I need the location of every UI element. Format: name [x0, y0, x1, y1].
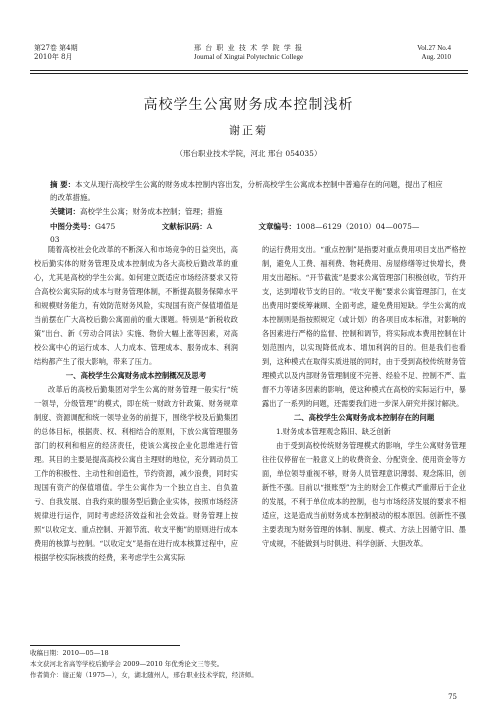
article-title: 高校学生公寓财务成本控制浅析 — [143, 97, 354, 113]
subsection-heading: 1.财务成本管理观念陈旧、缺乏创新 — [276, 427, 391, 436]
author-affiliation: （邢台职业技术学院，河北 邢台 054035） — [175, 149, 322, 158]
abstract-text: 本文从现行高校学生公寓的财务成本控制内容出发，分析高校学生公寓成本控制中普遍存在的问题，提出了相应的改革措施。 — [50, 180, 443, 202]
body-column-right — [262, 243, 466, 551]
keywords-text: 高校学生公寓；财务成本控制；管理；措施 — [80, 207, 223, 216]
date-en: Aug. 2010 — [421, 53, 451, 61]
issue-date: 2010年 8月 — [34, 53, 73, 61]
clc-label: 中图分类号： — [50, 222, 95, 231]
paragraph: 随着高校社会化改革的不断深入和市场竞争的日益突出，高校后勤实体的财务管理及成本控制成为各大高校后勤改革的重心，尤其是高校的学生公寓。如何建立既适应市场经济要求又符合高校公寓实际的成本与财务管理体制，不断提高服务保障水平和规模财务能力，有效防范财务风险，实现国有资产保值增值是当前摆在广大高校后勤公寓面前的重大课题。特别是“新税收政策”出台、新《劳动合同法》实施、物价大幅上涨等因素，对高校公寓中心的运行成本、人力成本、管理成本、服务成本、利润结构都产生了很大影响，带来了压力。 — [34, 245, 238, 366]
volume: 第27卷 第4期 — [34, 44, 78, 52]
section-heading: 一、高校学生公寓财务成本控制概况及思考 — [65, 371, 207, 380]
keywords — [50, 205, 450, 218]
header-rule-thin — [30, 73, 468, 74]
received-date: 收稿日期：2010—05—18 — [30, 649, 109, 657]
body-column-left — [34, 243, 238, 565]
keywords-label: 关键词： — [50, 207, 80, 216]
volume-en: Vol.27 No.4 — [417, 44, 451, 52]
clc-value: G475 — [95, 222, 116, 231]
abstract — [50, 178, 450, 204]
paragraph: 的运行费用支出。“重点控制”是指要对重点费用项目支出严格控制，避免人工费、福利费、物耗费用、房屋修缮等过快增长，费用支出超标。“开节截流”是要求公寓管理部门积极创收，节约开支，达到增收节支的目的。“收支平衡”要求公寓管理部门，在支出费用时要统筹兼顾、全面考虑，避免费用短缺。学生公寓的成本控制则是指按照规定（或计划）的各项目成本标准，对影响的各因素进行严格的监督、控制和调节，将实际成本费用控制在计划范围内，以实现降低成本、增加利润的目的。但是我们也看到，这种模式在取得实质进展的同时，由于受到高校传统财务管理模式以及内部财务管理制度不完善、经验不足、控制不严、监督不力等诸多因素的影响，使这种模式在高校的实际运行中，暴露出了一系列的问题，还需要我们进一步深入研究并探讨解决。 — [262, 245, 466, 408]
journal-name-cn: 邢 台 职 业 技 术 学 院 学 报 — [193, 44, 304, 52]
header-rule — [30, 70, 468, 71]
paragraph: 改革后的高校后勤集团对学生公寓的财务管理一般实行“统一领导，分级管理”的模式，即在统一财政方针政策、财务规章制度、资源调配和统一领导业务的前提下，围绕学校及后勤集团的总体目标，根据责、权、利相结合的原则，下放公寓管理服务部门的权利和相应的经济责任，使该公寓按企业化思维进行管理。其目的主要是提高高校公寓自主理财的地位，充分调动员工工作的积极性、主动性和创造性，节约资源，减少浪费，同时实现国有资产的保值增值。学生公寓作为一个独立自主、自负盈亏、自我发展、自我约束的服务型后勤企业实体，按照市场经济规律进行运作，同时考虑经济效益和社会效益。财务管理上按照“以收定支、重点控制、开源节流、收支平衡”的原则进行成本费用的核算与控制。“以收定支”是指在进行成本核算过程中，应根据学校实际核拨的经费，来考虑学生公寓实际 — [34, 385, 238, 562]
doc-code-label: 文献标识码： — [161, 222, 207, 231]
article-no-value: 1008—6129（2010）04—0075—03 — [50, 222, 420, 244]
abstract-label: 摘 要： — [50, 180, 76, 189]
footnote-rule — [30, 645, 180, 646]
journal-volume-en — [417, 44, 451, 62]
doc-code-field — [162, 222, 234, 231]
fund-note: 本文获河北省高等学校后勤学会 2009—2010 年优秀论文三等奖。 — [30, 660, 224, 668]
author-bio: 作者简介：谢正菊（1975—），女，湖北随州人，邢台职业技术学院，经济师。 — [30, 671, 258, 679]
section-heading: 二、高校学生公寓财务成本控制存在的问题 — [293, 413, 435, 422]
page-number: 75 — [448, 693, 457, 701]
doc-code-value: A — [206, 222, 213, 231]
article-no-label: 文章编号： — [258, 222, 297, 231]
clc-field — [50, 222, 137, 231]
journal-name-en: Journal of Xingtai Polytechnic College — [193, 53, 304, 61]
article-author: 谢正菊 — [229, 124, 268, 137]
paragraph: 由于受到高校传统财务管理模式的影响，学生公寓财务管理往往仅停留在一般意义上的收费资金、分配资金、使用资金等方面，单位领导重视不够，财务人员管理意识薄弱、观念陈旧，创新性不强。目前以“报账型”为主的财会工作模式严重滞后于企业的发展，不利于单位成本的控制，也与市场经济发展的要求不相适应，这是造成当前财务成本控制被动的根本原因。创新性不强主要表现为财务管理的体制、制度、模式、方法上因循守旧、墨守成规，不能做到与时俱进、科学创新、大胆改革。 — [262, 441, 466, 548]
